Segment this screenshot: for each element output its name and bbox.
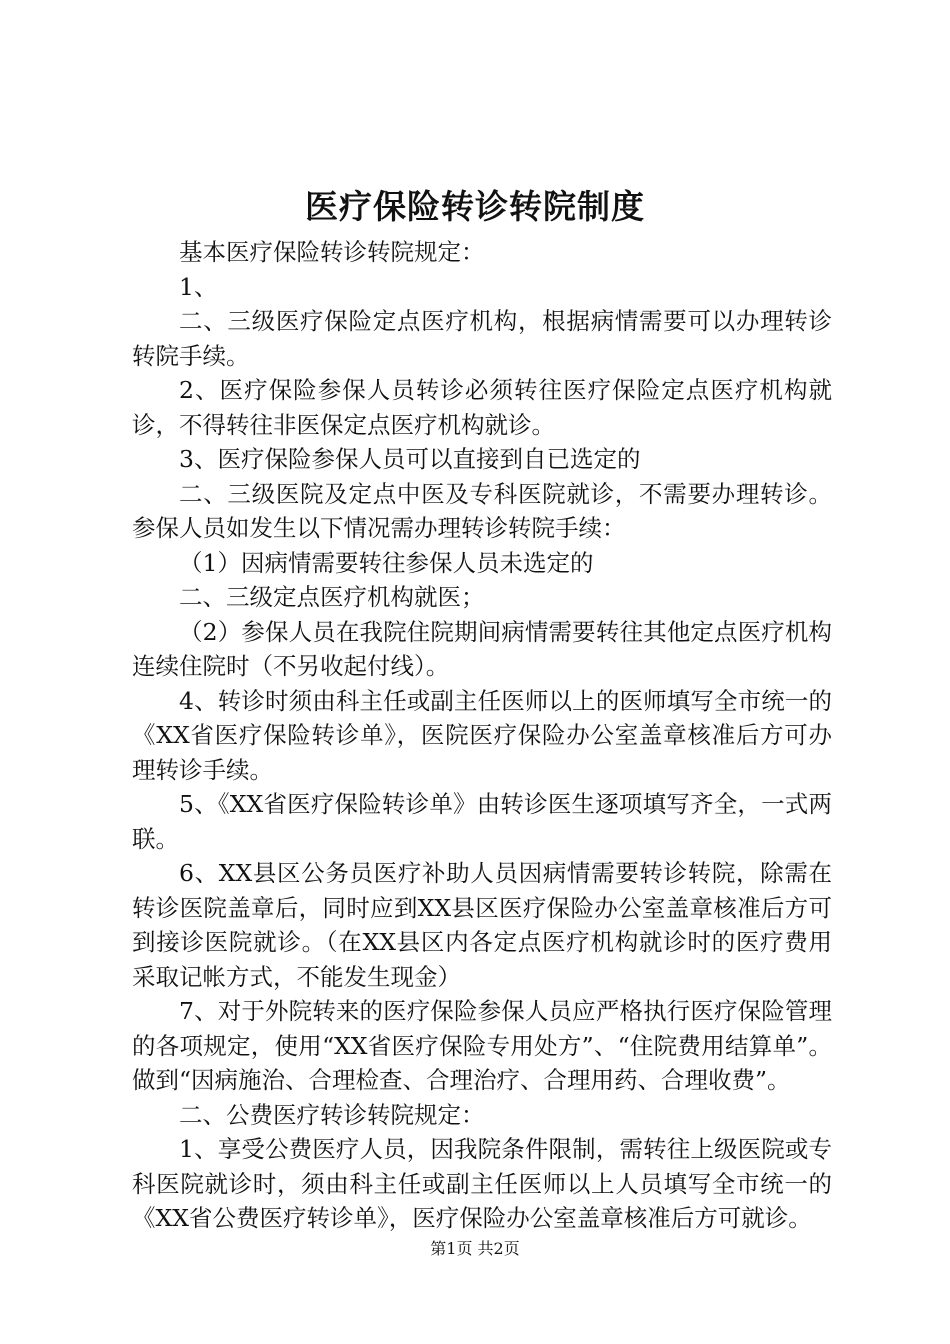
body-paragraph: 3、医疗保险参保人员可以直接到自已选定的 [179,445,641,473]
document-body [132,235,832,1236]
body-paragraph: 2、医疗保险参保人员转诊必须转往医疗保险定点医疗机构就诊，不得转往非医保定点医疗机构就诊。 [132,376,832,439]
body-paragraph: 二、三级医疗保险定点医疗机构，根据病情需要可以办理转诊转院手续。 [132,307,832,370]
body-paragraph: 4、转诊时须由科主任或副主任医师以上的医师填写全市统一的《XX省医疗保险转诊单》，医院医疗保险办公室盖章核准后方可办理转诊手续。 [132,686,832,784]
body-paragraph: 基本医疗保险转诊转院规定： [179,238,485,266]
body-paragraph: 二、三级医院及定点中医及专科医院就诊，不需要办理转诊。参保人员如发生以下情况需办理转诊转院手续： [132,479,832,542]
body-paragraph: 1、 [179,272,218,301]
document-title: 医疗保险转诊转院制度 [305,187,645,226]
page-footer: 第1页 共2页 [430,1239,520,1258]
body-paragraph: （1）因病情需要转往参保人员未选定的 [179,548,594,577]
body-paragraph: （2）参保人员在我院住院期间病情需要转往其他定点医疗机构连续住院时（不另收起付线）。 [132,617,832,680]
body-paragraph: 7、对于外院转来的医疗保险参保人员应严格执行医疗保险管理的各项规定，使用“XX省医疗保险专用处方”、“住院费用结算单”。做到“因病施治、合理检查、合理治疗、合理用药、合理收费”。 [132,997,832,1094]
body-paragraph: 1、享受公费医疗人员，因我院条件限制，需转往上级医院或专科医院就诊时，须由科主任或副主任医师以上人员填写全市统一的《XX省公费医疗转诊单》，医疗保险办公室盖章核准后方可就诊。 [132,1135,832,1232]
body-paragraph: 6、XX县区公务员医疗补助人员因病情需要转诊转院，除需在转诊医院盖章后，同时应到XX县区医疗保险办公室盖章核准后方可到接诊医院就诊。（在XX县区内各定点医疗机构就诊时的医疗费用采取记帐方式，不能发生现金） [132,859,832,991]
body-paragraph: 二、三级定点医疗机构就医； [179,583,485,611]
body-paragraph: 5、《XX省医疗保险转诊单》由转诊医生逐项填写齐全，一式两联。 [132,790,832,853]
body-paragraph: 二、公费医疗转诊转院规定： [179,1100,485,1129]
